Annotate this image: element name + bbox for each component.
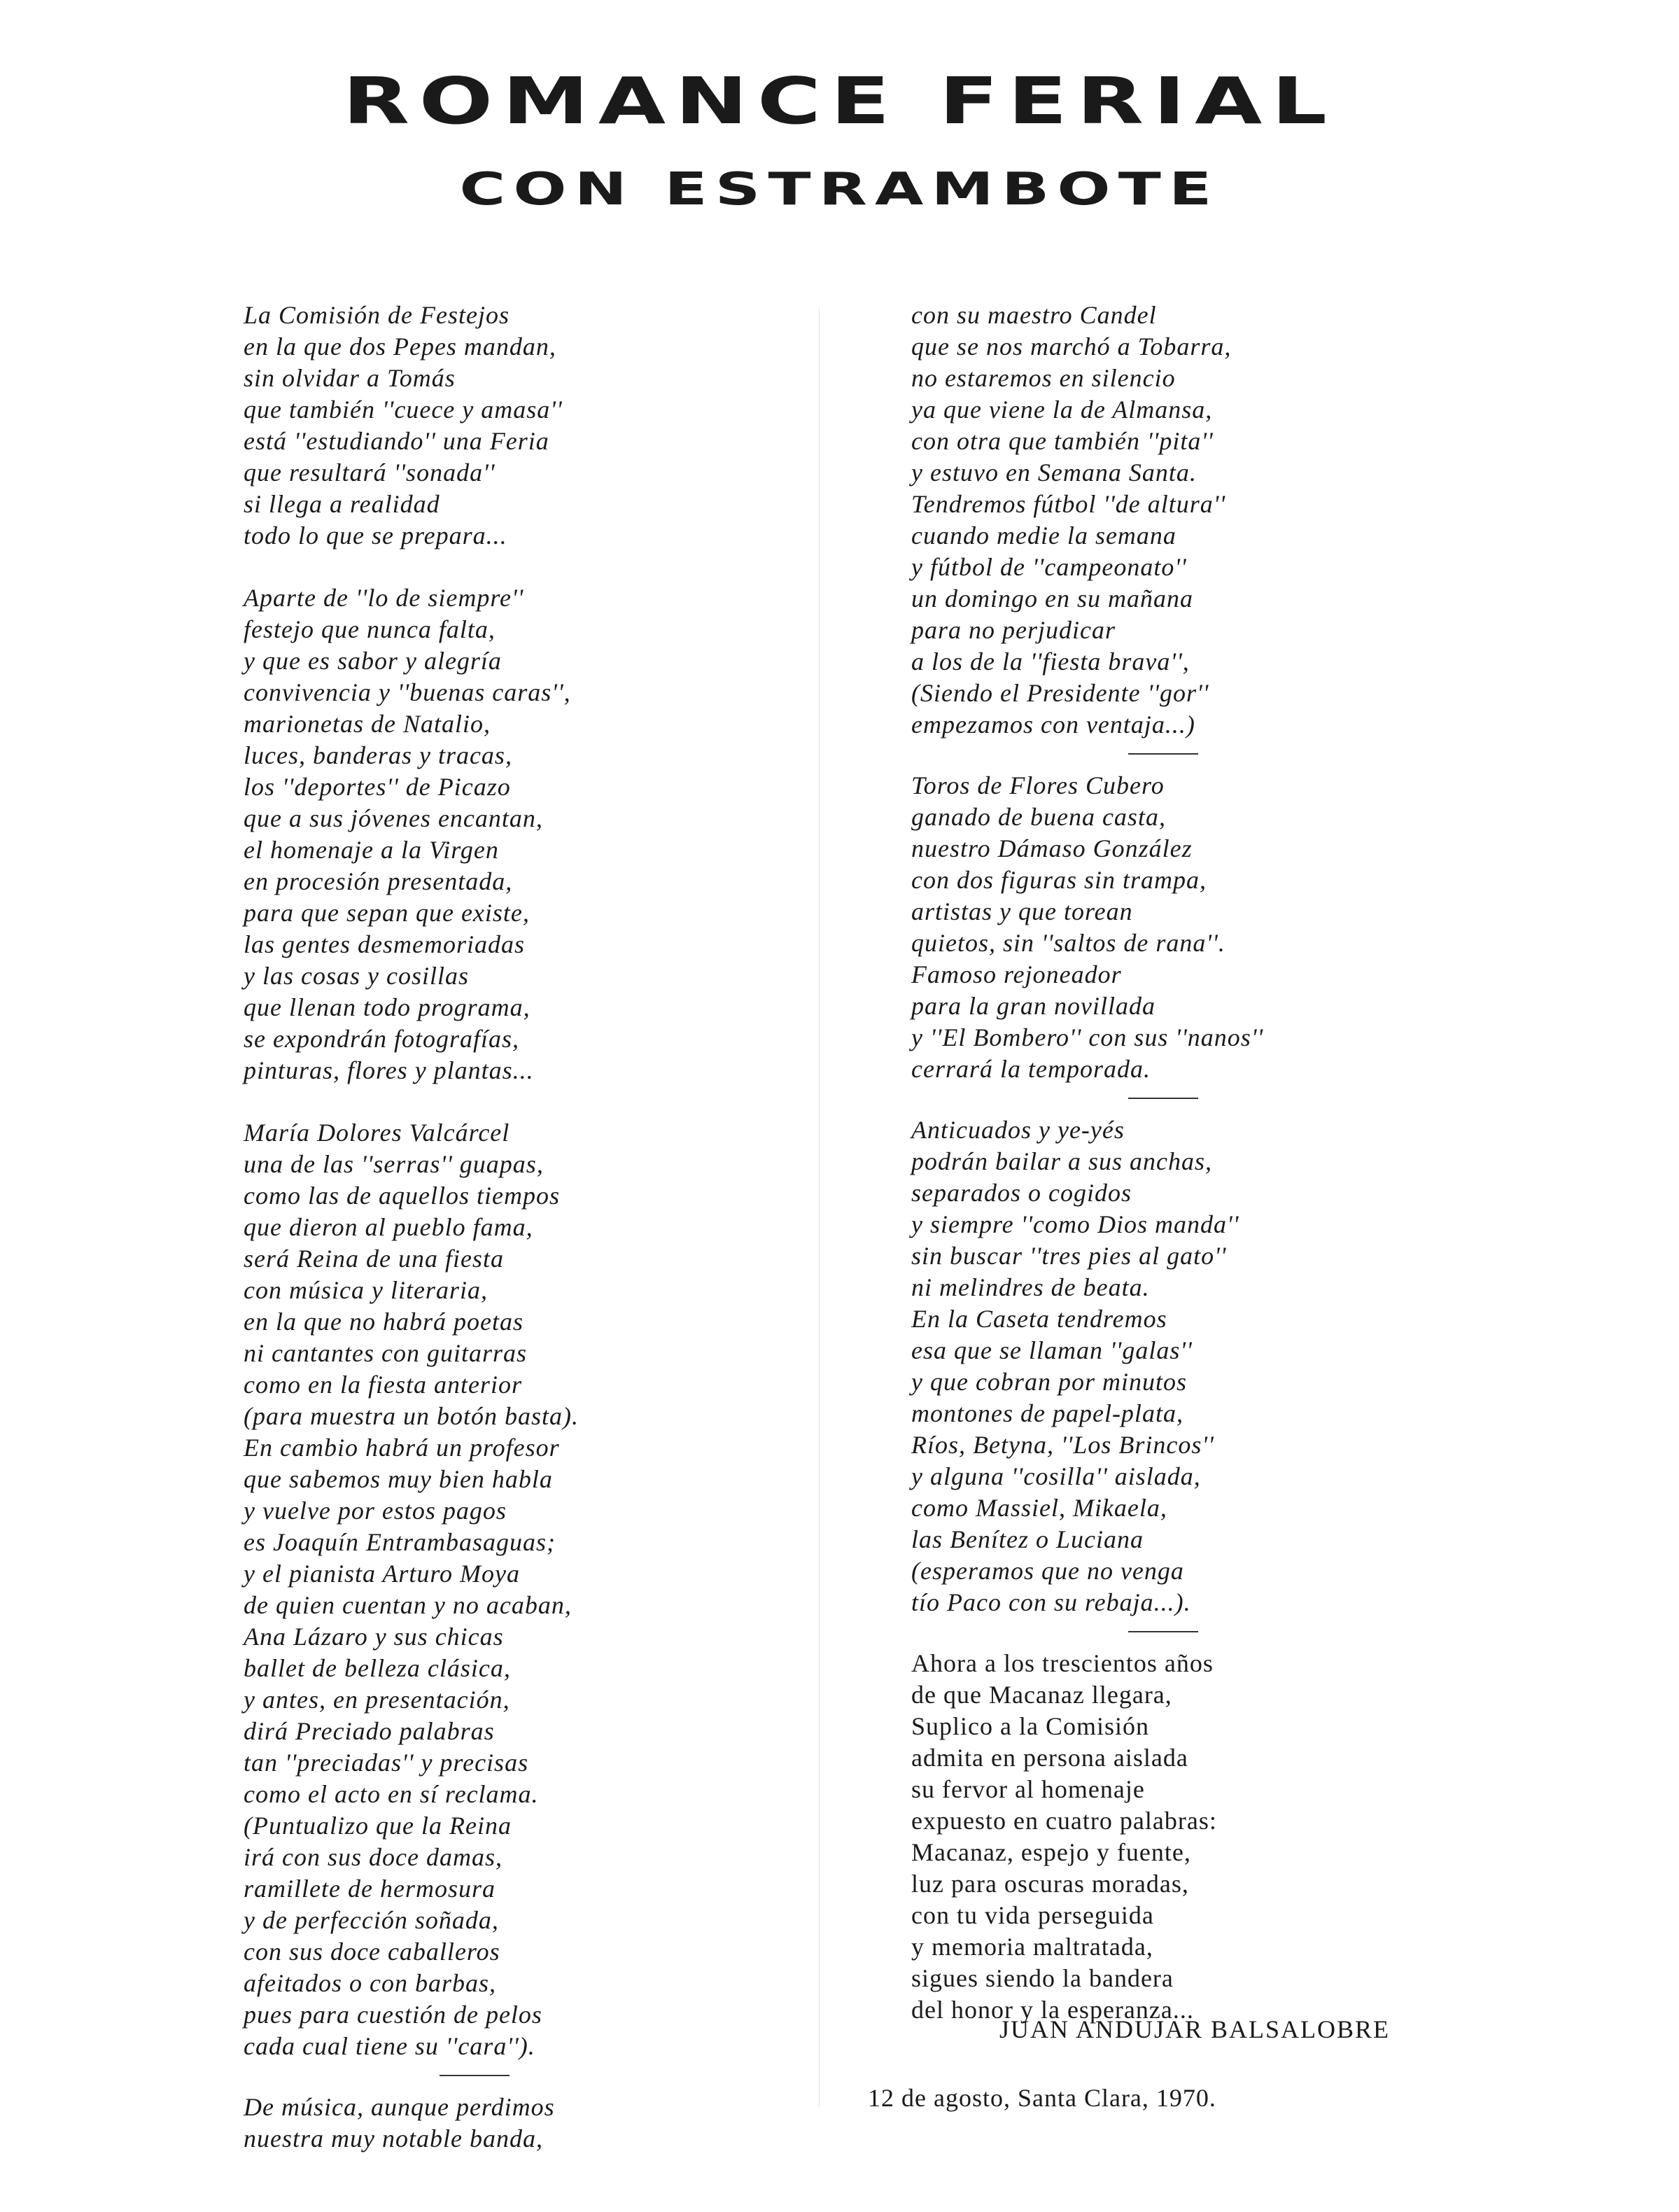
verse-line: todo lo que se prepara...: [244, 522, 507, 550]
verse-line: Suplico a la Comisión: [911, 1712, 1149, 1740]
stanza: [911, 1648, 1541, 2026]
dateline: 12 de agosto, Santa Clara, 1970.: [868, 2084, 1216, 2112]
verse-line: ya que viene la de Almansa,: [911, 396, 1213, 424]
verse-line: (para muestra un botón basta).: [244, 1402, 579, 1430]
verse-line: un domingo en su mañana: [911, 584, 1193, 612]
verse-line: es Joaquín Entrambasaguas;: [244, 1528, 556, 1556]
verse-line: como Massiel, Mikaela,: [911, 1494, 1167, 1522]
verse-line: el homenaje a la Virgen: [244, 836, 499, 864]
verse-line: En cambio habrá un profesor: [244, 1434, 560, 1462]
verse-line: que también ''cuece y amasa'': [244, 396, 563, 424]
verse-line: dirá Preciado palabras: [244, 1717, 495, 1745]
verse-line: se expondrán fotografías,: [244, 1025, 519, 1053]
verse-line: ganado de buena casta,: [911, 803, 1166, 831]
verse-line: ni melindres de beata.: [911, 1273, 1150, 1301]
verse-line: tío Paco con su rebaja...).: [911, 1588, 1191, 1616]
verse-line: ni cantantes con guitarras: [244, 1339, 527, 1367]
verse-line: cerrará la temporada.: [911, 1055, 1151, 1083]
verse-line: admita en persona aislada: [911, 1744, 1188, 1772]
verse-line: pues para cuestión de pelos: [244, 2001, 542, 2029]
verse-line: empezamos con ventaja...): [911, 710, 1195, 738]
verse-line: en procesión presentada,: [244, 867, 513, 895]
verse-line: las Benítez o Luciana: [911, 1525, 1144, 1553]
verse-line: quietos, sin ''saltos de rana''.: [911, 929, 1225, 957]
verse-line: y las cosas y cosillas: [244, 962, 469, 990]
verse-line: su fervor al homenaje: [911, 1775, 1145, 1803]
verse-line: Toros de Flores Cubero: [911, 771, 1165, 799]
verse-line: como el acto en sí reclama.: [244, 1780, 539, 1808]
verse-line: luces, banderas y tracas,: [244, 741, 512, 769]
verse-line: y vuelve por estos pagos: [244, 1497, 507, 1525]
verse-line: del honor y la esperanza...: [911, 1996, 1194, 2024]
verse-line: para la gran novillada: [911, 992, 1156, 1020]
verse-line: festejo que nunca falta,: [244, 615, 496, 643]
verse-line: luz para oscuras moradas,: [911, 1870, 1189, 1898]
verse-line: que sabemos muy bien habla: [244, 1465, 553, 1493]
stanza-separator: [1128, 1098, 1198, 1099]
verse-line: Macanaz, espejo y fuente,: [911, 1838, 1191, 1866]
right-column: [911, 300, 1541, 2026]
verse-line: (Puntualizo que la Reina: [244, 1812, 512, 1840]
poem-subtitle: CON ESTRAMBOTE: [459, 164, 1220, 216]
stanza: [911, 1114, 1541, 1618]
verse-line: separados o cogidos: [911, 1179, 1132, 1207]
verse-line: y de perfección soñada,: [244, 1906, 499, 1934]
verse-line: pinturas, flores y plantas...: [244, 1056, 534, 1084]
verse-line: no estaremos en silencio: [911, 364, 1176, 392]
verse-line: nuestra muy notable banda,: [244, 2124, 543, 2152]
verse-line: de quien cuentan y no acaban,: [244, 1591, 572, 1619]
stanza: [244, 2092, 831, 2155]
verse-line: convivencia y ''buenas caras'',: [244, 678, 571, 706]
verse-line: con música y literaria,: [244, 1276, 488, 1304]
stanza: [244, 1117, 831, 2062]
verse-line: las gentes desmemoriadas: [244, 930, 525, 958]
verse-line: y ''El Bombero'' con sus ''nanos'': [911, 1023, 1264, 1051]
verse-line: esa que se llaman ''galas'': [911, 1336, 1193, 1364]
verse-line: una de las ''serras'' guapas,: [244, 1150, 544, 1178]
stanza: [911, 770, 1541, 1085]
verse-line: sigues siendo la bandera: [911, 1964, 1174, 1992]
verse-line: que se nos marchó a Tobarra,: [911, 332, 1232, 360]
verse-line: que llenan todo programa,: [244, 993, 531, 1021]
verse-line: y memoria maltratada,: [911, 1933, 1153, 1961]
verse-line: con tu vida perseguida: [911, 1901, 1154, 1929]
verse-line: que resultará ''sonada'': [244, 458, 496, 486]
stanza-separator: [1128, 753, 1198, 755]
verse-line: cuando medie la semana: [911, 522, 1176, 550]
verse-line: Ana Lázaro y sus chicas: [244, 1623, 504, 1651]
verse-line: En la Caseta tendremos: [911, 1305, 1167, 1333]
verse-line: ballet de belleza clásica,: [244, 1654, 511, 1682]
verse-line: con sus doce caballeros: [244, 1938, 500, 1966]
verse-line: nuestro Dámaso González: [911, 834, 1193, 862]
stanza: [244, 300, 831, 552]
verse-line: tan ''preciadas'' y precisas: [244, 1749, 529, 1777]
verse-line: irá con sus doce damas,: [244, 1843, 503, 1871]
verse-line: afeitados o con barbas,: [244, 1969, 496, 1997]
stanza: [911, 300, 1541, 741]
verse-line: está ''estudiando'' una Feria: [244, 427, 549, 455]
verse-line: y que cobran por minutos: [911, 1368, 1187, 1396]
verse-line: Aparte de ''lo de siempre'': [244, 584, 524, 612]
verse-line: (Siendo el Presidente ''gor'': [911, 679, 1209, 707]
verse-line: sin olvidar a Tomás: [244, 364, 456, 392]
verse-line: ramillete de hermosura: [244, 1875, 496, 1903]
verse-line: de que Macanaz llegara,: [911, 1681, 1172, 1709]
verse-line: expuesto en cuatro palabras:: [911, 1807, 1217, 1835]
verse-line: y siempre ''como Dios manda'': [911, 1210, 1239, 1238]
left-column: [244, 300, 831, 2155]
stanza-separator: [1128, 1631, 1198, 1632]
verse-line: con su maestro Candel: [911, 301, 1157, 329]
verse-line: y que es sabor y alegría: [244, 647, 502, 675]
verse-line: sin buscar ''tres pies al gato'': [911, 1242, 1227, 1270]
verse-line: y estuvo en Semana Santa.: [911, 458, 1197, 486]
verse-line: a los de la ''fiesta brava'',: [911, 648, 1190, 676]
verse-line: artistas y que torean: [911, 897, 1133, 925]
verse-line: La Comisión de Festejos: [244, 301, 510, 329]
verse-line: De música, aunque perdimos: [244, 2093, 555, 2121]
verse-line: con dos figuras sin trampa,: [911, 866, 1207, 894]
verse-line: Anticuados y ye-yés: [911, 1116, 1125, 1144]
verse-line: marionetas de Natalio,: [244, 710, 491, 738]
verse-line: para que sepan que existe,: [244, 899, 530, 927]
verse-line: Famoso rejoneador: [911, 960, 1122, 988]
stanza-separator: [440, 2075, 510, 2076]
verse-line: si llega a realidad: [244, 490, 440, 518]
verse-line: será Reina de una fiesta: [244, 1245, 504, 1273]
verse-line: María Dolores Valcárcel: [244, 1119, 510, 1147]
verse-line: en la que no habrá poetas: [244, 1308, 524, 1336]
verse-line: podrán bailar a sus anchas,: [911, 1147, 1213, 1175]
verse-line: (esperamos que no venga: [911, 1557, 1184, 1585]
verse-line: como las de aquellos tiempos: [244, 1182, 560, 1210]
poem-title: ROMANCE FERIAL: [342, 64, 1337, 139]
verse-line: y antes, en presentación,: [244, 1686, 510, 1714]
verse-line: en la que dos Pepes mandan,: [244, 332, 556, 360]
verse-line: que dieron al pueblo fama,: [244, 1213, 533, 1241]
stanza: [244, 582, 831, 1086]
author-signature: JUAN ANDUJAR BALSALOBRE: [999, 2015, 1391, 2043]
verse-line: Ríos, Betyna, ''Los Brincos'': [911, 1431, 1214, 1459]
verse-line: Tendremos fútbol ''de altura'': [911, 490, 1226, 518]
verse-line: Ahora a los trescientos años: [911, 1649, 1214, 1677]
verse-line: como en la fiesta anterior: [244, 1371, 522, 1399]
verse-line: montones de papel-plata,: [911, 1399, 1183, 1427]
verse-line: y alguna ''cosilla'' aislada,: [911, 1462, 1201, 1490]
verse-line: para no perjudicar: [911, 616, 1116, 644]
verse-line: que a sus jóvenes encantan,: [244, 804, 543, 832]
verse-line: y el pianista Arturo Moya: [244, 1560, 520, 1588]
verse-line: cada cual tiene su ''cara'').: [244, 2032, 535, 2060]
verse-line: y fútbol de ''campeonato'': [911, 553, 1187, 581]
verse-line: con otra que también ''pita'': [911, 427, 1214, 455]
verse-line: los ''deportes'' de Picazo: [244, 773, 511, 801]
